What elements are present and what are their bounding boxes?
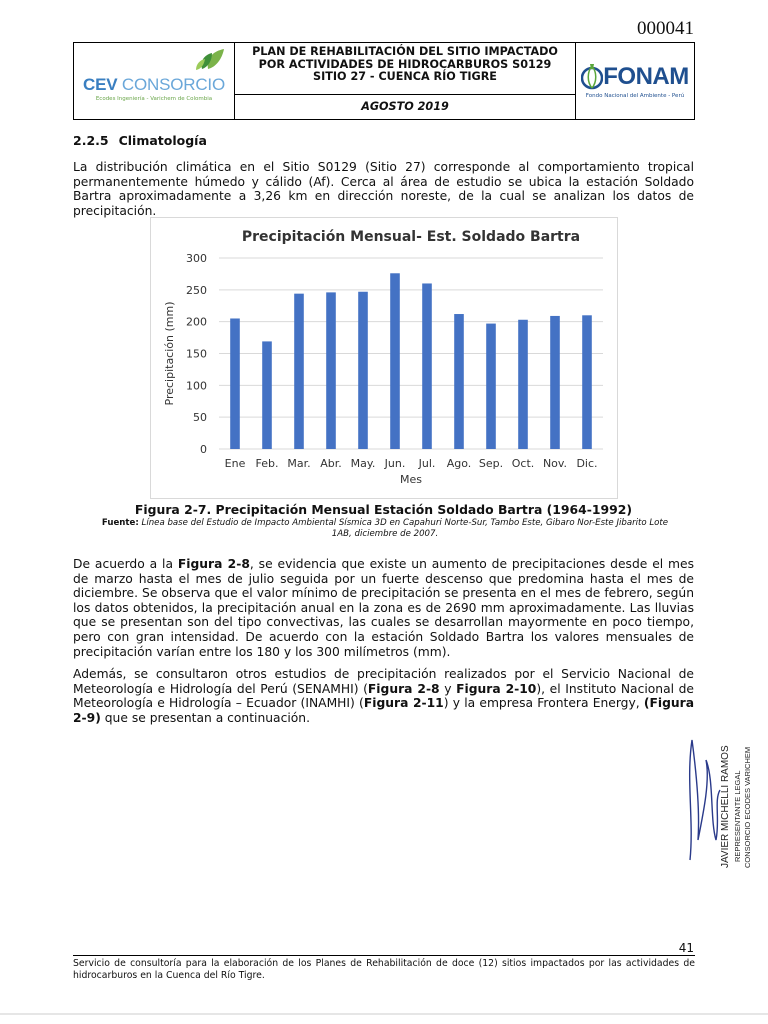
bar-1 bbox=[230, 318, 240, 449]
page-header bbox=[73, 42, 695, 120]
y-tick-label: 0 bbox=[200, 443, 207, 456]
signature-stamp bbox=[680, 720, 760, 870]
y-axis-label: Precipitación (mm) bbox=[163, 301, 176, 406]
stamp-line-3: CONSORCIO ECODES VARICHEM bbox=[743, 746, 752, 868]
x-axis-label: Mes bbox=[400, 473, 422, 486]
x-tick-label: Jul. bbox=[418, 457, 436, 470]
x-tick-label: Ago. bbox=[446, 457, 472, 470]
bar-6 bbox=[390, 273, 400, 449]
paragraph-1: La distribución climática en el Sitio S0129 (Sitio 27) corresponde al comportamiento tropical permanentemente húmedo y cálido (Af). Cerca al área de estudio se ubica la estación Soldado Bartra aproximadamente a 3,26 km en dirección noreste, de la cual se analizan los datos de precipitación. bbox=[73, 160, 694, 218]
fonam-logo-subtitle: Fondo Nacional del Ambiente - Perú bbox=[585, 93, 685, 99]
bar-3 bbox=[294, 294, 304, 449]
paragraph-3: Además, se consultaron otros estudios de precipitación realizados por el Servicio Nacional de Meteorología e Hidrología del Perú (SENAMHI) (Figura 2-8 y Figura 2-10), el Instituto Nacional de Meteorología e Hidrología – Ecuador (INAMHI) (Figura 2-11) y la empresa Frontera Energy, (Figura 2-9) que se presentan a continuación. bbox=[73, 667, 695, 725]
folio-number: 000041 bbox=[637, 18, 694, 39]
page-number: 41 bbox=[678, 941, 694, 955]
section-heading: 2.2.5 Climatología bbox=[73, 133, 207, 148]
document-date: AGOSTO 2019 bbox=[361, 100, 449, 113]
precipitation-chart bbox=[150, 217, 618, 499]
bar-7 bbox=[422, 283, 432, 449]
x-tick-label: Jun. bbox=[384, 457, 406, 470]
bar-12 bbox=[582, 315, 592, 449]
y-tick-label: 300 bbox=[186, 252, 207, 265]
signature-scribble bbox=[690, 740, 720, 860]
bar-11 bbox=[550, 316, 560, 449]
stamp-line-2: REPRESENTANTE LEGAL bbox=[733, 770, 742, 862]
x-tick-label: Sep. bbox=[478, 457, 504, 470]
x-tick-label: Nov. bbox=[542, 457, 568, 470]
bar-2 bbox=[262, 341, 272, 449]
fonam-logo: FONAM Fondo Nacional del Ambiente - Perú bbox=[575, 43, 694, 119]
bottom-rule bbox=[0, 1013, 768, 1015]
bar-4 bbox=[326, 292, 336, 449]
chart-canvas bbox=[151, 218, 617, 498]
cev-logo bbox=[74, 43, 235, 119]
x-tick-label: May. bbox=[350, 457, 376, 470]
bar-8 bbox=[454, 314, 464, 449]
bar-10 bbox=[518, 320, 528, 449]
chart-title: Precipitación Mensual- Est. Soldado Bartra bbox=[241, 229, 581, 245]
page-footer: Servicio de consultoría para la elaboración de los Planes de Rehabilitación de doce (12) sitios impactados por las actividades de hidrocarburos en la Cuenca del Río Tigre. bbox=[73, 955, 695, 982]
y-tick-label: 200 bbox=[186, 315, 207, 329]
cev-logo-subtitle: Ecodes Ingeniería - Varichem de Colombia bbox=[95, 95, 213, 102]
y-tick-label: 150 bbox=[186, 347, 207, 361]
stamp-line-1: JAVIER MICHELLI RAMOS bbox=[720, 745, 731, 868]
x-tick-label: Ene bbox=[224, 457, 246, 470]
x-tick-label: Mar. bbox=[287, 457, 311, 470]
y-tick-label: 250 bbox=[186, 283, 207, 297]
globe-icon bbox=[581, 64, 603, 90]
bar-5 bbox=[358, 292, 368, 449]
x-tick-label: Abr. bbox=[320, 457, 342, 470]
x-tick-label: Feb. bbox=[255, 457, 279, 470]
bar-9 bbox=[486, 324, 496, 449]
cev-logo-name: CEV CONSORCIO bbox=[83, 74, 225, 94]
x-tick-label: Oct. bbox=[511, 457, 535, 470]
leaf-icon bbox=[186, 47, 226, 71]
figure-source: Fuente: Línea base del Estudio de Impacto Ambiental Sísmica 3D en Capahuri Norte-Sur, Tambo Este, Gibaro Nor-Este Jibarito Lote 1AB, diciembre de 2007. bbox=[101, 518, 669, 539]
y-tick-label: 100 bbox=[186, 379, 207, 393]
document-title: PLAN DE REHABILITACIÓN DEL SITIO IMPACTADO POR ACTIVIDADES DE HIDROCARBUROS S0129 SITIO 27 - CUENCA RÍO TIGRE bbox=[235, 43, 575, 95]
x-tick-label: Dic. bbox=[576, 457, 598, 470]
paragraph-2: De acuerdo a la Figura 2-8, se evidencia que existe un aumento de precipitaciones desde el mes de marzo hasta el mes de julio seguida por un fuerte descenso que predomina hasta el mes de diciembre. Se observa que el valor mínimo de precipitación se presenta en el mes de febrero, según los datos obtenidos, la precipitación anual en la zona es de 2690 mm aproximadamente. Las lluvias que se presentan son del tipo convectivas, las cuales se desarrollan mayormente en poco tiempo, pero con gran intensidad. De acuerdo con la estación Soldado Bartra los valores mensuales de precipitación varían entre los 180 y los 300 milímetros (mm). bbox=[73, 557, 695, 659]
figure-caption: Figura 2-7. Precipitación Mensual Estación Soldado Bartra (1964-1992) bbox=[134, 502, 633, 517]
y-tick-label: 50 bbox=[193, 411, 207, 425]
